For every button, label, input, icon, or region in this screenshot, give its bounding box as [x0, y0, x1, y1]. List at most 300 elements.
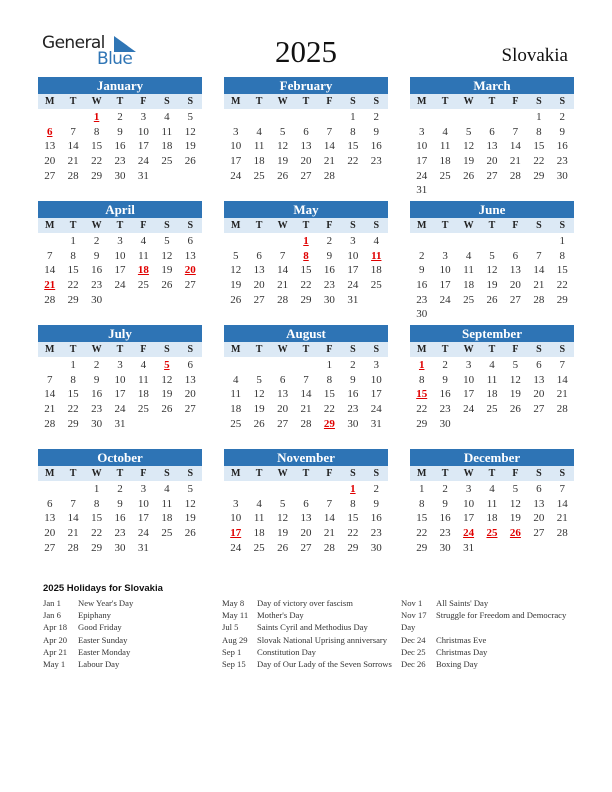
- date-cell: 17: [230, 155, 242, 168]
- date-cell: 26: [161, 279, 173, 292]
- date-cell: 16: [91, 388, 103, 401]
- date-cell: 7: [279, 249, 286, 262]
- holiday-name: Day of Our Lady of the Seven Sorrows: [257, 659, 392, 670]
- day-grid: [38, 233, 202, 307]
- date-cell: 14: [533, 264, 545, 277]
- empty-cell: [224, 482, 247, 497]
- weekday-row: [410, 218, 574, 233]
- holiday-name: All Saints' Day: [436, 598, 489, 608]
- month-header: July: [38, 325, 202, 342]
- date-cell: 5: [256, 373, 262, 386]
- day-grid: [38, 357, 202, 431]
- date-cell: 3: [232, 497, 239, 510]
- date-cell: 22: [556, 279, 568, 292]
- holiday-item: [43, 634, 213, 646]
- date-cell: 10: [137, 497, 149, 510]
- month-march: [410, 77, 574, 198]
- date-cell: 8: [350, 125, 356, 138]
- date-cell: 5: [187, 111, 194, 123]
- date-cell: 13: [184, 373, 196, 386]
- date-cell: 23: [91, 403, 103, 416]
- date-cell: 10: [114, 249, 126, 262]
- empty-cell: [38, 234, 61, 249]
- date-cell: 31: [137, 541, 149, 554]
- date-cell: 30: [114, 169, 126, 182]
- date-cell: 29: [67, 417, 79, 430]
- date-cell: 26: [184, 155, 196, 168]
- date-cell: 27: [253, 293, 265, 306]
- logo-general-text: General: [42, 33, 105, 53]
- date-cell: 14: [44, 264, 56, 277]
- date-cell: 19: [184, 140, 196, 153]
- date-cell: 6: [303, 497, 309, 510]
- date-cell: 19: [486, 279, 498, 292]
- month-april: [38, 201, 202, 307]
- weekday-label: T: [116, 96, 124, 107]
- date-cell: 19: [253, 403, 265, 416]
- weekday-label: W: [463, 468, 474, 479]
- date-cell: 18: [137, 388, 149, 401]
- date-cell: 30: [114, 541, 126, 554]
- date-cell: 23: [114, 527, 126, 540]
- weekday-label: M: [44, 96, 55, 107]
- date-cell: 3: [465, 483, 472, 495]
- date-cell: 12: [184, 497, 196, 510]
- date-cell: 2: [350, 359, 356, 371]
- date-cell: 16: [114, 512, 126, 525]
- weekday-label: F: [140, 220, 147, 231]
- holiday-name: Saints Cyril and Methodius Day: [257, 622, 368, 633]
- date-cell: 16: [416, 279, 428, 292]
- date-cell: 16: [347, 388, 359, 401]
- date-cell: 19: [509, 512, 521, 525]
- holiday-date-label: Sep 1: [222, 646, 242, 657]
- date-cell: 18: [161, 140, 173, 153]
- date-cell: 18: [463, 279, 475, 292]
- date-cell: 16: [556, 140, 568, 153]
- holiday-item: [222, 621, 392, 633]
- date-cell: 4: [373, 235, 380, 247]
- holiday-item: [222, 646, 392, 658]
- date-cell: 28: [67, 541, 79, 554]
- date-cell: 25: [253, 169, 265, 182]
- date-cell: 28: [44, 293, 56, 306]
- date-cell: 30: [416, 308, 428, 321]
- date-cell: 28: [277, 293, 289, 306]
- date-cell: 10: [230, 512, 242, 525]
- holiday-date-label: Dec 26: [401, 659, 426, 670]
- holiday-item: [43, 609, 213, 621]
- date-cell: 1: [536, 111, 542, 123]
- date-cell: 8: [70, 249, 76, 262]
- date-cell: 18: [439, 155, 451, 168]
- date-cell: 29: [300, 293, 312, 306]
- weekday-label: T: [441, 468, 449, 479]
- empty-cell: [433, 234, 456, 249]
- holidays-title: 2025 Holidays for Slovakia: [43, 583, 163, 594]
- weekday-label: T: [488, 468, 496, 479]
- date-cell: 18: [253, 527, 265, 540]
- date-cell: 31: [137, 169, 149, 182]
- month-february: [224, 77, 388, 183]
- month-header: February: [224, 77, 388, 94]
- date-cell: 8: [93, 497, 100, 510]
- weekday-label: M: [44, 344, 55, 355]
- holiday-date: 17: [230, 527, 242, 540]
- empty-cell: [224, 110, 247, 125]
- date-cell: 8: [326, 373, 333, 386]
- holiday-date: 1: [93, 111, 100, 123]
- date-cell: 6: [303, 125, 309, 138]
- weekday-label: M: [416, 344, 427, 355]
- weekday-label: M: [230, 220, 241, 231]
- holiday-date-label: May 1: [43, 659, 66, 670]
- empty-cell: [247, 234, 270, 249]
- holiday-date: 1: [418, 359, 425, 371]
- date-cell: 9: [442, 497, 448, 510]
- date-cell: 8: [559, 249, 566, 262]
- date-cell: 21: [533, 279, 545, 292]
- date-cell: 7: [326, 125, 333, 138]
- weekday-row: [224, 466, 388, 481]
- date-cell: 18: [253, 155, 265, 168]
- date-cell: 13: [184, 249, 196, 262]
- weekday-label: T: [302, 220, 310, 231]
- weekday-label: W: [463, 96, 474, 107]
- weekday-label: S: [536, 344, 542, 355]
- empty-cell: [318, 482, 341, 497]
- weekday-row: [38, 342, 202, 357]
- holiday-item: [43, 621, 213, 633]
- date-cell: 19: [161, 388, 173, 401]
- date-cell: 22: [533, 155, 545, 168]
- empty-cell: [318, 110, 341, 125]
- date-cell: 13: [300, 512, 312, 525]
- date-cell: 11: [439, 140, 451, 153]
- date-cell: 2: [117, 111, 123, 123]
- holiday-date: 26: [509, 527, 521, 540]
- holiday-date: 20: [184, 264, 196, 277]
- empty-cell: [271, 482, 294, 497]
- holiday-column: [401, 597, 576, 670]
- weekday-label: S: [164, 96, 170, 107]
- date-cell: 24: [114, 279, 126, 292]
- holiday-column: [43, 597, 213, 670]
- date-cell: 3: [140, 483, 147, 495]
- date-cell: 27: [486, 169, 498, 182]
- empty-cell: [527, 234, 550, 249]
- day-grid: [410, 233, 574, 322]
- date-cell: 22: [347, 527, 359, 540]
- date-cell: 27: [509, 293, 521, 306]
- date-cell: 25: [253, 541, 265, 554]
- weekday-label: S: [187, 468, 194, 479]
- date-cell: 7: [70, 497, 76, 510]
- date-cell: 2: [93, 235, 100, 247]
- date-cell: 1: [70, 235, 76, 247]
- date-cell: 9: [418, 264, 425, 277]
- empty-cell: [247, 110, 270, 125]
- date-cell: 12: [277, 140, 289, 153]
- date-cell: 21: [67, 155, 79, 168]
- date-cell: 20: [277, 403, 289, 416]
- date-cell: 24: [416, 169, 428, 182]
- date-cell: 16: [439, 388, 451, 401]
- date-cell: 17: [114, 264, 126, 277]
- date-cell: 11: [230, 388, 241, 401]
- date-cell: 26: [463, 169, 475, 182]
- month-august: [224, 325, 388, 431]
- weekday-label: S: [536, 96, 542, 107]
- date-cell: 26: [253, 417, 265, 430]
- holiday-name: Christmas Eve: [436, 634, 487, 645]
- date-cell: 10: [416, 140, 428, 153]
- date-cell: 2: [93, 359, 100, 371]
- date-cell: 2: [326, 235, 333, 247]
- date-cell: 21: [277, 279, 289, 292]
- date-cell: 3: [117, 235, 123, 247]
- date-cell: 27: [300, 169, 312, 182]
- date-cell: 4: [232, 373, 239, 386]
- date-cell: 9: [117, 497, 123, 510]
- date-cell: 30: [91, 417, 103, 430]
- weekday-label: T: [441, 344, 449, 355]
- date-cell: 12: [277, 512, 289, 525]
- date-cell: 27: [184, 279, 196, 292]
- date-cell: 26: [277, 541, 289, 554]
- weekday-row: [410, 466, 574, 481]
- weekday-label: T: [488, 220, 496, 231]
- date-cell: 17: [114, 388, 126, 401]
- weekday-label: S: [373, 220, 380, 231]
- holiday-item: [43, 597, 213, 609]
- date-cell: 21: [323, 155, 335, 168]
- date-cell: 12: [486, 264, 498, 277]
- holiday-name: Mother's Day: [257, 610, 304, 621]
- date-cell: 4: [164, 483, 170, 495]
- date-cell: 6: [256, 249, 262, 262]
- holiday-name: Easter Sunday: [78, 634, 128, 645]
- day-grid: [224, 233, 388, 307]
- weekday-label: S: [559, 344, 566, 355]
- date-cell: 23: [416, 293, 428, 306]
- weekday-label: T: [488, 344, 496, 355]
- holiday-name: Day of victory over fascism: [257, 598, 353, 608]
- date-cell: 14: [300, 388, 312, 401]
- date-cell: 31: [347, 293, 359, 306]
- weekday-label: T: [116, 344, 124, 355]
- date-cell: 23: [323, 279, 335, 292]
- date-cell: 26: [230, 293, 242, 306]
- holiday-date-label: Sep 15: [222, 659, 246, 670]
- empty-cell: [247, 358, 270, 373]
- weekday-label: W: [463, 220, 474, 231]
- date-cell: 11: [161, 497, 173, 510]
- date-cell: 23: [91, 279, 103, 292]
- date-cell: 29: [91, 541, 103, 554]
- date-cell: 1: [93, 483, 100, 495]
- date-cell: 10: [463, 373, 475, 386]
- month-header: November: [224, 449, 388, 466]
- page-title-year: 2025: [275, 34, 337, 69]
- date-cell: 16: [91, 264, 103, 277]
- date-cell: 20: [509, 279, 521, 292]
- date-cell: 5: [164, 235, 170, 247]
- weekday-row: [38, 466, 202, 481]
- date-cell: 20: [533, 512, 545, 525]
- date-cell: 15: [300, 264, 312, 277]
- weekday-label: M: [230, 96, 241, 107]
- month-header: March: [410, 77, 574, 94]
- empty-cell: [457, 234, 480, 249]
- holiday-item: [401, 597, 576, 609]
- date-cell: 13: [486, 140, 498, 153]
- empty-cell: [247, 482, 270, 497]
- holiday-date-label: Aug 29: [222, 634, 248, 645]
- date-cell: 12: [509, 497, 521, 510]
- weekday-label: S: [373, 344, 380, 355]
- date-cell: 31: [114, 417, 126, 430]
- weekday-label: F: [326, 344, 333, 355]
- date-cell: 1: [350, 111, 356, 123]
- date-cell: 8: [93, 125, 100, 138]
- date-cell: 15: [67, 388, 79, 401]
- weekday-label: W: [277, 96, 288, 107]
- date-cell: 10: [370, 373, 382, 386]
- date-cell: 15: [416, 512, 428, 525]
- month-january: [38, 77, 202, 183]
- date-cell: 10: [463, 497, 475, 510]
- date-cell: 15: [556, 264, 568, 277]
- date-cell: 7: [46, 249, 53, 262]
- date-cell: 11: [138, 249, 149, 262]
- date-cell: 28: [323, 169, 335, 182]
- date-cell: 9: [350, 373, 356, 386]
- holiday-date: 11: [371, 249, 382, 262]
- holiday-name: New Year's Day: [78, 598, 134, 608]
- weekday-label: M: [416, 220, 427, 231]
- day-grid: [410, 109, 574, 198]
- holiday-date: 1: [303, 235, 309, 247]
- date-cell: 13: [509, 264, 521, 277]
- month-header: October: [38, 449, 202, 466]
- holiday-date: 1: [350, 483, 356, 495]
- weekday-row: [224, 94, 388, 109]
- date-cell: 20: [253, 279, 265, 292]
- date-cell: 30: [347, 417, 359, 430]
- holiday-date-label: Apr 20: [43, 634, 68, 645]
- date-cell: 15: [533, 140, 545, 153]
- date-cell: 5: [465, 125, 472, 138]
- weekday-label: S: [536, 220, 542, 231]
- date-cell: 28: [556, 403, 568, 416]
- date-cell: 7: [70, 125, 76, 138]
- logo-blue-text: Blue: [97, 49, 133, 69]
- date-cell: 7: [303, 373, 309, 386]
- weekday-label: F: [140, 344, 147, 355]
- date-cell: 14: [277, 264, 289, 277]
- empty-cell: [410, 110, 433, 125]
- weekday-label: T: [302, 468, 310, 479]
- weekday-label: W: [91, 96, 102, 107]
- date-cell: 28: [556, 527, 568, 540]
- date-cell: 2: [559, 111, 566, 123]
- date-cell: 17: [463, 388, 475, 401]
- date-cell: 26: [509, 403, 521, 416]
- date-cell: 22: [91, 527, 103, 540]
- weekday-label: T: [255, 344, 263, 355]
- date-cell: 27: [533, 403, 545, 416]
- holiday-item: [43, 658, 213, 670]
- date-cell: 21: [556, 512, 568, 525]
- date-cell: 30: [91, 293, 103, 306]
- date-cell: 5: [489, 249, 495, 262]
- holiday-date: 24: [463, 527, 475, 540]
- holiday-date-label: Apr 21: [43, 646, 68, 657]
- date-cell: 30: [439, 541, 451, 554]
- weekday-label: T: [302, 344, 310, 355]
- date-cell: 24: [230, 169, 242, 182]
- date-cell: 13: [44, 140, 56, 153]
- date-cell: 23: [347, 403, 359, 416]
- date-cell: 3: [465, 359, 472, 371]
- date-cell: 2: [373, 483, 380, 495]
- empty-cell: [271, 110, 294, 125]
- empty-cell: [480, 234, 503, 249]
- date-cell: 29: [556, 293, 568, 306]
- month-header: June: [410, 201, 574, 218]
- date-cell: 25: [161, 155, 173, 168]
- weekday-label: T: [69, 96, 77, 107]
- date-cell: 9: [373, 497, 380, 510]
- date-cell: 10: [439, 264, 451, 277]
- date-cell: 7: [559, 483, 566, 495]
- date-cell: 11: [253, 512, 265, 525]
- date-cell: 17: [439, 279, 451, 292]
- date-cell: 28: [533, 293, 545, 306]
- date-cell: 2: [442, 359, 448, 371]
- date-cell: 22: [67, 403, 79, 416]
- date-cell: 4: [140, 359, 147, 371]
- date-cell: 4: [256, 125, 262, 138]
- holiday-date-label: Nov 17: [401, 610, 427, 621]
- date-cell: 20: [184, 388, 196, 401]
- date-cell: 20: [486, 155, 498, 168]
- date-cell: 25: [137, 403, 149, 416]
- date-cell: 4: [465, 249, 472, 262]
- weekday-label: T: [69, 344, 77, 355]
- weekday-label: W: [463, 344, 474, 355]
- date-cell: 12: [161, 373, 173, 386]
- date-cell: 22: [347, 155, 359, 168]
- weekday-label: T: [255, 220, 263, 231]
- date-cell: 27: [300, 541, 312, 554]
- holiday-date-label: Jul 5: [222, 622, 239, 633]
- weekday-label: T: [441, 96, 449, 107]
- holiday-date-label: Dec 25: [401, 646, 426, 657]
- weekday-label: W: [91, 344, 102, 355]
- weekday-row: [224, 218, 388, 233]
- empty-cell: [61, 482, 84, 497]
- date-cell: 17: [347, 264, 359, 277]
- holiday-item: [401, 658, 576, 670]
- date-cell: 18: [370, 264, 382, 277]
- date-cell: 31: [463, 541, 475, 554]
- date-cell: 3: [418, 125, 425, 138]
- weekday-label: S: [559, 468, 566, 479]
- date-cell: 16: [439, 512, 451, 525]
- date-cell: 21: [300, 403, 312, 416]
